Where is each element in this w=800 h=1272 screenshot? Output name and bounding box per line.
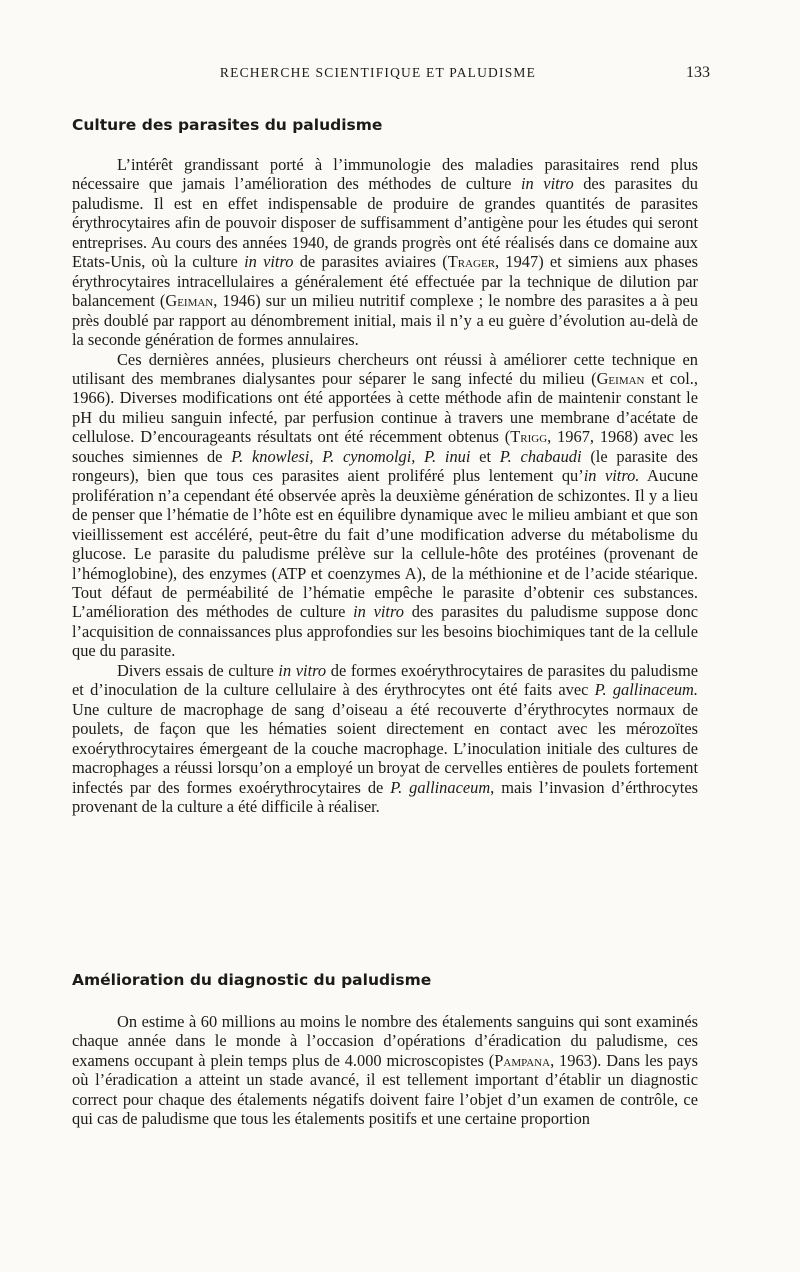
paragraph [72, 155, 698, 350]
text-run: de parasites aviaires ( [293, 252, 448, 272]
italic-text: P. gallinaceum [390, 777, 491, 797]
italic-text: in vitro. [583, 466, 640, 486]
italic-text: P. chabaudi [499, 446, 582, 466]
italic-text: in vitro [244, 252, 294, 272]
text-run: et [470, 446, 500, 466]
section-heading-diagnostic: Amélioration du diagnostic du paludisme [72, 971, 432, 989]
italic-text: in vitro [278, 660, 327, 680]
italic-text: P. knowlesi, P. cynomolgi, P. inui [231, 446, 471, 466]
italic-text: P. gallinaceum. [594, 680, 698, 700]
text-run: L’intérêt grandissant porté à l’immunologie des maladies parasitaires rend plus nécessaire que jamais l’amélioration des méthodes de culture [72, 155, 698, 194]
text-run: , mais l’invasion d’érthrocytes provenant de la culture a été difficile à réaliser. [72, 777, 699, 816]
text-run: (le parasite des rongeurs), bien que tous ces parasites aient proliféré plus lentement qu’ [72, 446, 698, 486]
italic-text: in vitro [520, 174, 574, 194]
text-run: , 1946) sur un milieu nutritif complexe ; le nombre des parasites a à peu près doublé par rapport au dénombrement initial, mais il n’y a eu guère d’évolution au-delà de la seconde génération de formes annulaires. [72, 291, 699, 350]
italic-text: in vitro [353, 602, 404, 622]
author-name: Trager [447, 252, 496, 272]
page-number: 133 [686, 64, 710, 81]
author-name: Trigg [510, 427, 548, 447]
text-run: et col., 1966). Diverses modifications ont été apportées à cette méthode afin de maintenir constant le pH du milieu sanguin infecté, par perfusion continue à travers une membrane d’acétate de cellulose. D’encourageants résultats ont été récemment obtenus ( [72, 368, 698, 447]
author-name: Geiman [596, 368, 645, 388]
text-run: , 1947) et simiens aux phases érythrocytaires intracellulaires a généralement été effectuée par la technique de dilution par balancement ( [72, 252, 698, 311]
text-run: , 1967, 1968) avec les souches simiennes de [72, 427, 698, 466]
text-run: Aucune prolifération n’a cependant été observée après la deuxième génération de schizontes. Il y a lieu de penser que l’hématie de l’hôte est en équilibre dynamique avec le milieu ambiant et que son vieillissement est accéléré, peut-être du fait d’une modification adverse du métabolisme du glucose. Le parasite du paludisme prélève sur la cellule-hôte des protéines (provenant de l’hémoglobine), des enzymes (ATP et coenzymes A), de la méthionine et de l’acide stéarique. Tout défaut de perméabilité de l’hématie empêche le parasite d’obtenir ces substances. L’amélioration des méthodes de culture [72, 466, 698, 622]
section-body-culture [72, 155, 698, 816]
text-run: des parasites du paludisme suppose donc l’acquisition de connaissances plus approfondies sur les besoins biochimiques tant de la cellule que du parasite. [72, 602, 699, 661]
section-heading-culture: Culture des parasites du paludisme [72, 116, 383, 134]
text-run: Une culture de macrophage de sang d’oiseau a été recouverte d’érythrocytes normaux de poulets, de façon que les hématies soient directement en contact avec les mérozoïtes exoérythrocytaires émergeant de la couche macrophage. L’inoculation initiale des cultures de macrophages a réussi lorsqu’on a employé un broyat de cervelles entières de poulets fortement infectés par des formes exoérythrocytaires de [72, 699, 698, 797]
paragraph [72, 661, 698, 817]
running-title: RECHERCHE SCIENTIFIQUE ET PALUDISME [219, 65, 537, 80]
text-run: de formes exoérythrocytaires de parasites du paludisme et d’inoculation de la culture cellulaire à des érythrocytes ont été faits avec [72, 660, 698, 700]
author-name: Geiman [165, 291, 214, 311]
text-run: , 1963). Dans les pays où l’éradication a atteint un stade avancé, il est tellement important d’établir un diagnostic correct pour chaque des étalements négatifs doivent faire l’objet d’un examen de contrôle, ce qui cas de paludisme que tous les étalements positifs et une certaine proportion [72, 1050, 698, 1129]
running-header [70, 64, 710, 82]
paragraph [72, 350, 698, 661]
paragraph [72, 1012, 698, 1129]
text-run: des parasites du paludisme. Il est en effet indispensable de produire de grandes quantités de parasites érythrocytaires afin de pouvoir disposer de suffisamment d’antigène pour les études qui seront entreprises. Au cours des années 1940, de grands progrès ont été réalisés dans ce domaine aux Etats-Unis, où la culture [72, 174, 698, 272]
text-run: Divers essais de culture [117, 660, 279, 680]
text-run: Ces dernières années, plusieurs chercheurs ont réussi à améliorer cette technique en utilisant des membranes dialysantes pour séparer le sang infecté du milieu ( [72, 349, 698, 388]
author-name: Pampana [494, 1050, 551, 1070]
section-body-diagnostic [72, 1012, 698, 1129]
text-run: On estime à 60 millions au moins le nombre des étalements sanguins qui sont examinés chaque année dans le monde à l’occasion d’opérations d’éradication du paludisme, ces examens occupant à plein temps plus de 4.000 microscopistes ( [72, 1012, 698, 1070]
